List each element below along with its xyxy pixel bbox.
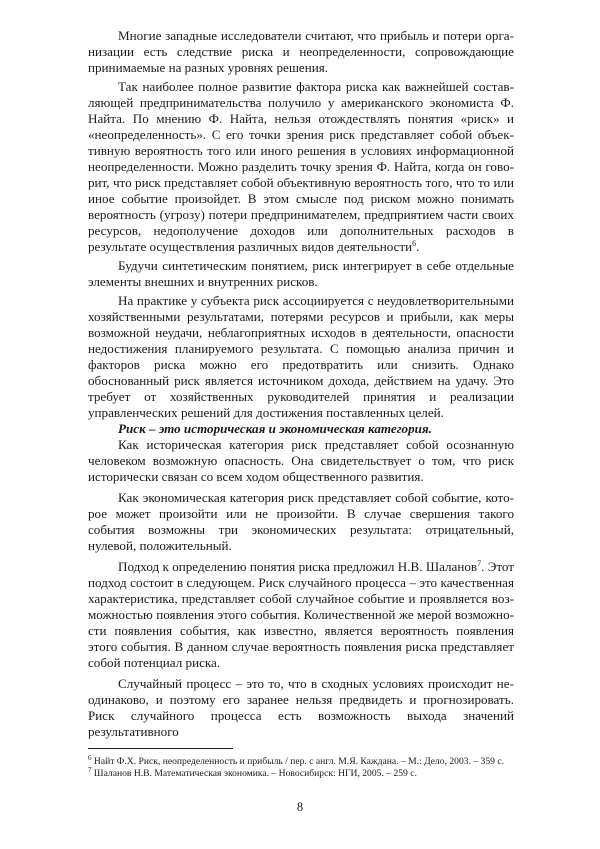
footnote-ref-7: 7 xyxy=(477,559,482,568)
paragraph-2: Так наиболее полное развитие фактора риска как важнейшей составляющей предпринимательства получило у американского экономиста Ф. Найта. По мнению Ф. Найта, нельзя отождествлять понятия «риск» и «неопределенность». С его точки зрения риск представляет собой объективную вероятность того или иного решения в условиях информационной неопределенности. Можно разделить точку зрения Ф. Найта, когда он говорит, что риск представляет собой объективную вероятность того, что то или иное событие произойдет. В этом смысле под риском можно понимать вероятность (угрозу) потери предпринимателем, предприятием части своих ресурсов, недополучение доходов или дополнительных расходов в результате осуществления различных видов деятельности$^6$. xyxy=(88,79,514,254)
footnote-divider xyxy=(88,748,233,749)
footnote-ref-6: 6 xyxy=(412,239,417,248)
footnote-7: $^7$ Шаланов Н.В. Математическая экономика. – Новосибирск: НГИ, 2005. – 259 с. xyxy=(88,766,417,779)
page-number: 8 xyxy=(296,800,304,814)
paragraph-4: На практике у субъекта риск ассоциируется с неудовлетворительными хозяйственными результатами, потерями ресурсов и прибыли, как меры возможной неудачи, неблагоприятных исходов в деятельности, опасности недостижения планируемого результата. С помощью анализа причин и факторов риска можно его предотвратить или снизить. Однако обоснованный риск является источником дохода, действием на удачу. Это требует от хозяйственных руководителей принятия и реализации управленческих решений для достижения поставленных целей. xyxy=(88,293,514,420)
footnotes xyxy=(88,756,518,780)
main-text xyxy=(88,28,514,740)
paragraph-6: Как экономическая категория риск представляет собой событие, которое может произойти или не произойти. В случае свершения такого события возможны три экономических результата: отрицательный, нулевой, положительный. xyxy=(88,490,514,553)
paragraph-3: Будучи синтетическим понятием, риск интегрирует в себе отдельные элементы внешних и внутренних рисков. xyxy=(88,258,514,289)
paragraph-8: Случайный процесс – это то, что в сходных условиях происходит неодинаково, и поэтому его заранее нельзя предвидеть и прогнозировать. Риск случайного процесса есть возможность выхода значений результативного xyxy=(88,676,514,739)
paragraph-7: Подход к определению понятия риска предложил Н.В. Шаланов$^7$. Этот подход состоит в следующем. Риск случайного процесса – это качественная характеристика, представляет собой случайное событие и проявляется возможностью появления этого события. Количественной же мерой возможности появления события, как известно, является вероятность появления этого события. В данном случае вероятность появления риска представляет собой потенциал риска. xyxy=(88,559,514,670)
paragraph-1: Многие западные исследователи считают, что прибыль и потери организации есть следствие риска и неопределенности, сопровождающие принимаемые на разных уровнях решения. xyxy=(88,28,514,75)
paragraph-5: Как историческая категория риск представляет собой осознанную человеком возможную опасность. Она свидетельствует о том, что риск исторически связан со всем ходом общественного развития. xyxy=(88,437,514,484)
footnote-6: $^6$ Найт Ф.Х. Риск, неопределенность и прибыль / пер. с англ. М.Я. Каждана. – М.: Дело, 2003. – 359 с. xyxy=(88,754,505,767)
section-heading: Риск – это историческая и экономическая категория. xyxy=(118,421,432,436)
